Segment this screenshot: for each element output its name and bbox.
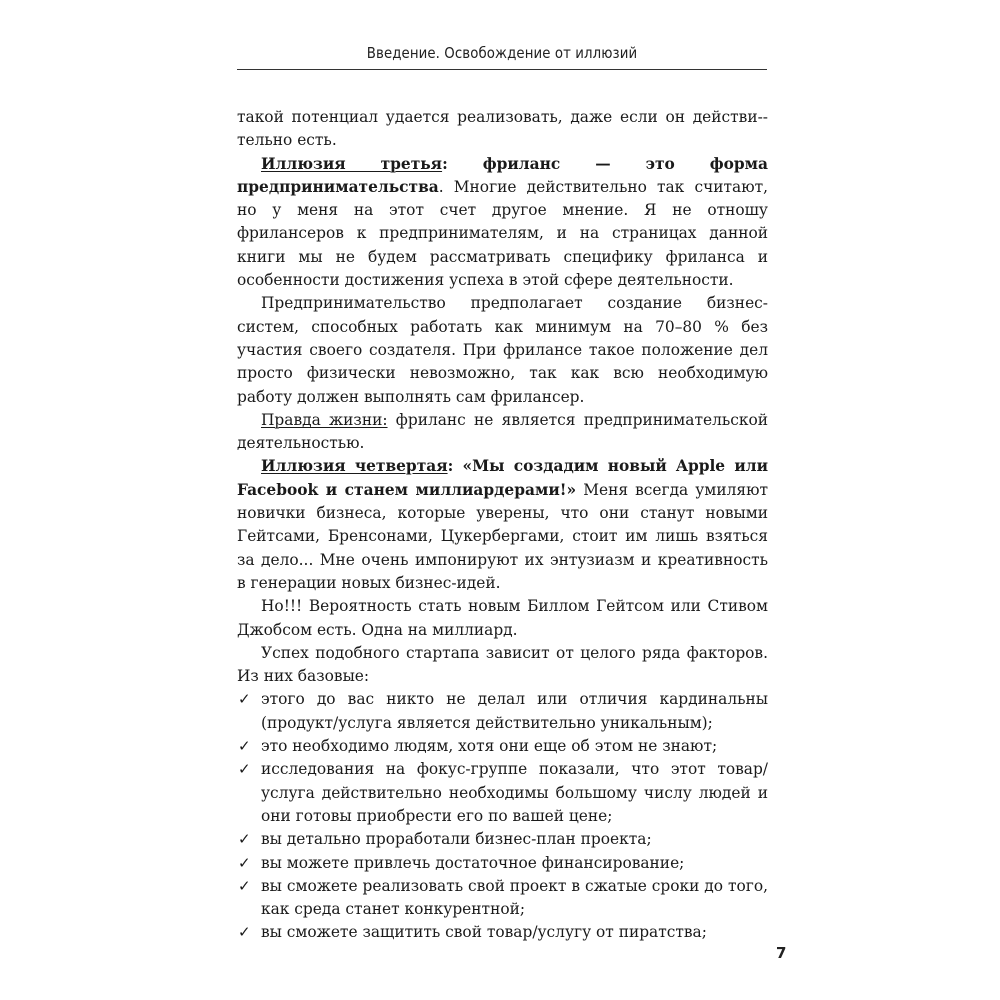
list-item-text: исследования на фокус-группе показали, что этот товар/ услуга действительно необходимы большому числу людей и они готовы приобрести его по вашей цене; bbox=[261, 760, 768, 825]
list-item bbox=[237, 921, 768, 944]
list-item-text: этого до вас никто не делал или отличия кардинальны (продукт/услуга является действительно уникальным); bbox=[261, 690, 768, 732]
checkmark-icon: ✓ bbox=[238, 760, 251, 779]
list-item-text: это необходимо людям, хотя они еще об этом не знают; bbox=[261, 737, 718, 756]
header-rule bbox=[237, 69, 767, 70]
list-item bbox=[237, 852, 768, 875]
list-item bbox=[237, 875, 768, 922]
truth-of-life-label: Правда жизни: bbox=[261, 410, 388, 429]
list-item bbox=[237, 758, 768, 828]
illusion-four-label: Иллюзия четвертая bbox=[261, 457, 448, 476]
checkmark-icon: ✓ bbox=[238, 737, 251, 756]
checkmark-icon: ✓ bbox=[238, 853, 251, 872]
success-factors-list bbox=[237, 688, 768, 944]
list-item-text: вы детально проработали бизнес-план проекта; bbox=[261, 830, 652, 849]
paragraph-entrepreneurship: Предпринимательство предполагает создание бизнес-систем, способных работать как минимум на 70–80 % без участия своего создателя. При фрилансе такое положение дел просто физически невозможно, так как всю необходимую работу должен выполнять сам фрилансер. bbox=[237, 294, 768, 406]
list-item bbox=[237, 828, 768, 851]
checkmark-icon: ✓ bbox=[238, 830, 251, 849]
list-item bbox=[237, 688, 768, 735]
checkmark-icon: ✓ bbox=[238, 923, 251, 942]
paragraph-illusion-three bbox=[237, 153, 768, 293]
paragraph-probability: Но!!! Вероятность стать новым Биллом Гейтсом или Стивом Джобсом есть. Одна на миллиард. bbox=[237, 597, 768, 639]
page-body bbox=[237, 106, 768, 945]
list-item bbox=[237, 735, 768, 758]
checkmark-icon: ✓ bbox=[238, 876, 251, 895]
paragraph-continuation: такой потенциал удается реализовать, даже если он действи-тельно есть. bbox=[237, 108, 768, 150]
running-head: Введение. Освобождение от иллюзий bbox=[366, 44, 638, 62]
truth-of-life-text: фриланс не является предпринимательской деятельностью. bbox=[237, 410, 768, 453]
illusion-four-statement: : «Мы создадим новый Apple или Facebook и станем миллиардерами!» bbox=[237, 457, 769, 499]
illusion-four-text: Меня всегда умиляют новички бизнеса, которые уверены, что они станут новыми Гейтсами, Бренсонами, Цукербергами, стоит им лишь взяться за дело... Мне очень импонируют их энтузиазм и креативность в генерации новых бизнес-идей. bbox=[237, 480, 768, 592]
page-number: 7 bbox=[776, 944, 787, 962]
illusion-three-text: . Многие действительно так считают, но у меня на этот счет другое мнение. Я не отношу фрилансеров к предпринимателям, и на страницах данной книги мы не будем рассматривать специфику фриланса и особенности достижения успеха в этой сфере деятельности. bbox=[237, 177, 768, 290]
paragraph-illusion-four bbox=[237, 455, 768, 595]
list-item-text: вы можете привлечь достаточное финансирование; bbox=[261, 853, 685, 872]
illusion-three-statement: : фриланс — это форма предпринимательства bbox=[237, 154, 768, 196]
illusion-three-label: Иллюзия третья bbox=[261, 154, 443, 173]
list-item-text: вы сможете защитить свой товар/услугу от пиратства; bbox=[261, 923, 707, 942]
list-item-text: вы сможете реализовать свой проект в сжатые сроки до того, как среда станет конкурентной; bbox=[261, 876, 768, 919]
paragraph-startup-success: Успех подобного стартапа зависит от целого ряда факторов. Из них базовые: bbox=[237, 643, 768, 686]
checkmark-icon: ✓ bbox=[238, 690, 251, 709]
paragraph-truth-of-life bbox=[237, 409, 768, 456]
